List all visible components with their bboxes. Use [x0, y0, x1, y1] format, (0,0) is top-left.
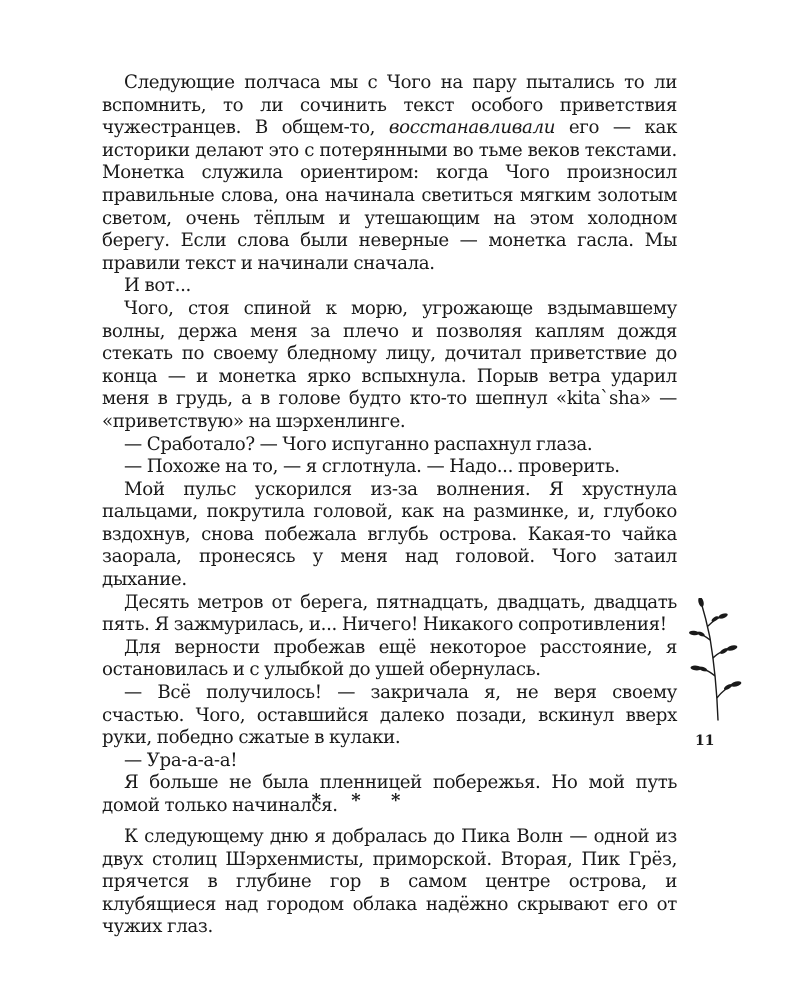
- paragraph-8: Для верности пробежав ещё некоторое расстояние, я остановилась и с улыбкой до ушей обернулась.: [102, 636, 677, 681]
- paragraph-3: Чого, стоя спиной к морю, угрожающе вздымавшему волны, держа меня за плечо и позволяя каплям дождя стекать по своему бледному лицу, дочитал приветствие до конца — и монетка ярко вспыхнула. Порыв ветра ударил меня в грудь, а в голове будто кто-то шепнул «kita`sha» — «приветствую» на шэрхенлинге.: [102, 297, 677, 432]
- leaf-sprig-icon: [688, 598, 748, 723]
- paragraph-11: Я больше не была пленницей побережья. Но мой путь домой только начинался.: [102, 772, 677, 816]
- paragraph-1-text-a: В общем-то,: [254, 117, 389, 139]
- section-separator: * * *: [311, 790, 413, 811]
- dialogue-line-4: — Ура-а-а-а!: [124, 749, 238, 771]
- paragraph-6: Мой пульс ускорился из-за волнения. Я хрустнула пальцами, покрутила головой, как на разминке, и, глубоко вздохнув, снова побежала вглубь острова. Какая-то чайка заорала, пронесясь у меня над головой. Чого затаил дыхание.: [102, 478, 677, 591]
- paragraph-1-lead: Следующие полчаса мы с Чого на пару пытались то ли вспомнить, то ли сочинить текст особого приветствия чужестранцев.: [102, 72, 677, 139]
- section-2-text: [102, 826, 677, 939]
- dialogue-line-2: — Похоже на то, — я сглотнула. — Надо... проверить.: [124, 456, 620, 478]
- paragraph-1-italic: восстанавливали: [388, 117, 556, 139]
- dialogue-line-1: — Сработало? — Чого испуганно распахнул глаза.: [124, 433, 593, 455]
- paragraph-7: Десять метров от берега, пятнадцать, двадцать, двадцать пять. Я зажмурилась, и... Ничего! Никакого сопротивления!: [102, 591, 677, 636]
- main-text: [102, 72, 677, 818]
- paragraph-2: И вот...: [124, 275, 191, 297]
- page-number: 11: [695, 733, 715, 749]
- paragraph-1-text-b: его — как историки делают это с потерянными во тьме веков текстами. Монетка служила ориентиром: когда Чого произносил правильные слова, она начинала светиться мягким золотым светом, очень тёплым и утешающим на этом холодном берегу. Если слова были неверные — монетка гасла. Мы правили текст и начинали сначала.: [102, 117, 677, 274]
- dialogue-line-3: — Всё получилось! — закричала я, не веря своему счастью. Чого, оставшийся далеко позади, вскинул вверх руки, победно сжатые в кулаки.: [102, 682, 677, 749]
- section-2-paragraph: К следующему дню я добралась до Пика Волн — одной из двух столиц Шэрхенмисты, приморской. Вторая, Пик Грёз, прячется в глубине гор в самом центре острова, и клубящиеся над городом облака надёжно скрывают его от чужих глаз.: [102, 826, 677, 938]
- paragraph-1: [102, 72, 677, 275]
